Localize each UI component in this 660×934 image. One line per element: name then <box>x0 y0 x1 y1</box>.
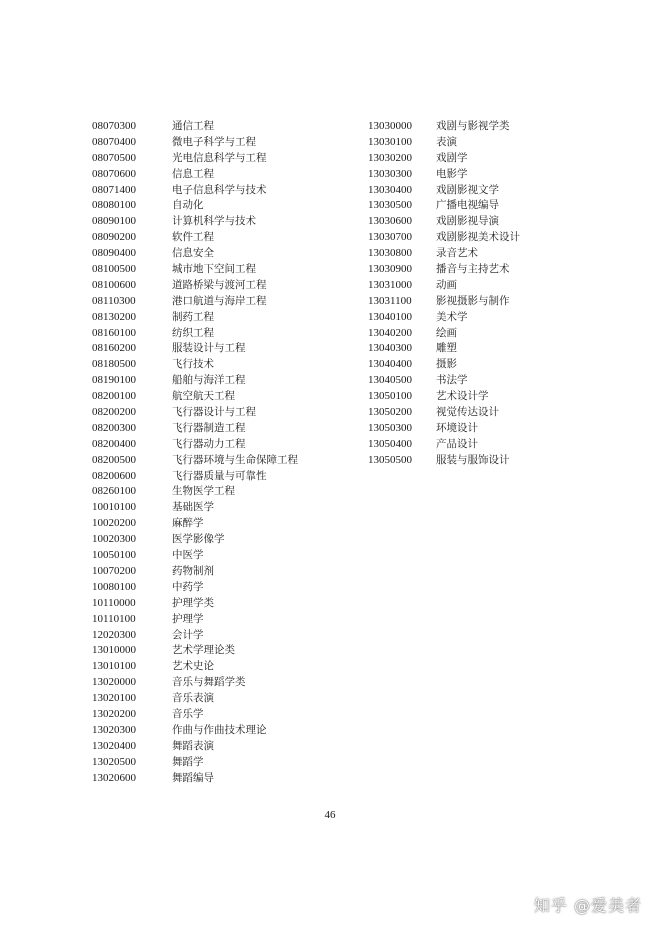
major-code: 10020200 <box>92 517 136 530</box>
major-name: 港口航道与海岸工程 <box>172 294 267 307</box>
major-name: 戏剧影视文学 <box>436 183 499 196</box>
major-code: 13040400 <box>368 358 412 371</box>
list-item <box>92 325 298 341</box>
major-code: 13010100 <box>92 660 136 673</box>
list-item <box>92 770 298 786</box>
major-name: 城市地下空间工程 <box>172 263 256 276</box>
major-name: 视觉传达设计 <box>436 406 499 419</box>
list-item <box>368 293 520 309</box>
list-item <box>368 118 520 134</box>
major-code: 08160100 <box>92 326 136 339</box>
list-item <box>92 197 298 213</box>
page-number: 46 <box>324 809 336 821</box>
major-name: 摄影 <box>436 358 457 371</box>
left-column-list <box>92 118 298 785</box>
major-name: 广播电视编导 <box>436 199 499 212</box>
list-item <box>368 356 520 372</box>
major-code: 08200200 <box>92 406 136 419</box>
list-item <box>92 404 298 420</box>
major-name: 服装设计与工程 <box>172 342 246 355</box>
major-code: 08090100 <box>92 215 136 228</box>
major-code: 08160200 <box>92 342 136 355</box>
list-item <box>92 436 298 452</box>
major-code: 08070300 <box>92 120 136 132</box>
major-name: 信息安全 <box>172 247 214 260</box>
major-name: 艺术史论 <box>172 660 214 673</box>
list-item <box>92 309 298 325</box>
list-item <box>368 340 520 356</box>
major-code: 08200300 <box>92 421 136 434</box>
major-code: 13020600 <box>92 771 136 784</box>
major-code: 08080100 <box>92 199 136 212</box>
major-name: 飞行技术 <box>172 358 214 371</box>
list-item <box>368 420 520 436</box>
major-code: 13050300 <box>368 421 412 434</box>
major-code: 13050400 <box>368 437 412 450</box>
major-code: 08100500 <box>92 263 136 276</box>
list-item <box>92 213 298 229</box>
major-code: 10110100 <box>92 612 136 625</box>
major-code: 08260100 <box>92 485 136 498</box>
major-name: 艺术学理论类 <box>172 644 235 657</box>
major-code: 08200100 <box>92 390 136 403</box>
major-name: 环境设计 <box>436 421 478 434</box>
major-code: 13030300 <box>368 167 412 180</box>
major-code: 13040100 <box>368 310 412 323</box>
major-code: 13020200 <box>92 707 136 720</box>
list-item <box>92 547 298 563</box>
list-item <box>92 166 298 182</box>
major-name: 播音与主持艺术 <box>436 263 510 276</box>
major-name: 戏剧与影视学类 <box>436 120 510 132</box>
list-item <box>368 309 520 325</box>
list-item <box>92 293 298 309</box>
list-item <box>368 325 520 341</box>
list-item <box>368 229 520 245</box>
major-code: 08180500 <box>92 358 136 371</box>
major-name: 书法学 <box>436 374 468 387</box>
major-name: 表演 <box>436 135 457 148</box>
major-name: 护理学 <box>172 612 204 625</box>
major-code: 08070600 <box>92 167 136 180</box>
major-code: 13040200 <box>368 326 412 339</box>
list-item <box>92 499 298 515</box>
list-item <box>92 674 298 690</box>
major-code: 12020300 <box>92 628 136 641</box>
major-code: 13020400 <box>92 739 136 752</box>
list-item <box>368 372 520 388</box>
list-item <box>92 261 298 277</box>
major-name: 音乐与舞蹈学类 <box>172 676 246 689</box>
list-item <box>92 706 298 722</box>
list-item <box>92 595 298 611</box>
major-code: 13050100 <box>368 390 412 403</box>
major-name: 中医学 <box>172 549 204 562</box>
major-name: 护理学类 <box>172 596 214 609</box>
major-code: 10110000 <box>92 596 136 609</box>
list-item <box>92 642 298 658</box>
major-code: 13030500 <box>368 199 412 212</box>
major-code: 13030900 <box>368 263 412 276</box>
major-name: 中药学 <box>172 580 204 593</box>
list-item <box>92 134 298 150</box>
major-code: 13031000 <box>368 278 412 291</box>
major-name: 音乐学 <box>172 707 204 720</box>
major-code: 13030100 <box>368 135 412 148</box>
list-item <box>92 277 298 293</box>
list-item <box>92 150 298 166</box>
list-item <box>92 372 298 388</box>
major-code: 08070400 <box>92 135 136 148</box>
major-code: 08200600 <box>92 469 136 482</box>
list-item <box>92 579 298 595</box>
major-code: 13050500 <box>368 453 412 466</box>
major-code: 13020500 <box>92 755 136 768</box>
major-name: 自动化 <box>172 199 204 212</box>
major-code: 13020000 <box>92 676 136 689</box>
list-item <box>92 118 298 134</box>
major-code: 08110300 <box>92 294 136 307</box>
list-item <box>368 261 520 277</box>
major-name: 音乐表演 <box>172 692 214 705</box>
list-item <box>368 197 520 213</box>
major-name: 基础医学 <box>172 501 214 514</box>
right-column-list <box>368 118 520 468</box>
major-code: 08190100 <box>92 374 136 387</box>
major-code: 13030400 <box>368 183 412 196</box>
major-name: 通信工程 <box>172 120 214 132</box>
list-item <box>368 213 520 229</box>
major-code: 13020100 <box>92 692 136 705</box>
list-item <box>368 436 520 452</box>
major-name: 航空航天工程 <box>172 390 235 403</box>
list-item <box>368 245 520 261</box>
major-code: 10010100 <box>92 501 136 514</box>
list-item <box>92 182 298 198</box>
list-item <box>92 388 298 404</box>
major-name: 飞行器设计与工程 <box>172 406 256 419</box>
major-name: 飞行器动力工程 <box>172 437 246 450</box>
major-name: 戏剧影视导演 <box>436 215 499 228</box>
list-item <box>368 404 520 420</box>
list-item <box>92 229 298 245</box>
list-item <box>92 420 298 436</box>
major-name: 艺术设计学 <box>436 390 489 403</box>
major-name: 雕塑 <box>436 342 457 355</box>
major-code: 13030800 <box>368 247 412 260</box>
major-name: 电子信息科学与技术 <box>172 183 267 196</box>
major-name: 产品设计 <box>436 437 478 450</box>
list-item <box>92 627 298 643</box>
major-code: 10050100 <box>92 549 136 562</box>
list-item <box>92 611 298 627</box>
major-name: 药物制剂 <box>172 564 214 577</box>
major-code: 08090400 <box>92 247 136 260</box>
list-item <box>368 452 520 468</box>
list-item <box>92 340 298 356</box>
major-name: 纺织工程 <box>172 326 214 339</box>
major-name: 软件工程 <box>172 231 214 244</box>
list-item <box>92 531 298 547</box>
major-name: 飞行器制造工程 <box>172 421 246 434</box>
major-code: 08200500 <box>92 453 136 466</box>
major-name: 船舶与海洋工程 <box>172 374 246 387</box>
major-code: 13030000 <box>368 120 412 132</box>
list-item <box>92 515 298 531</box>
list-item <box>92 483 298 499</box>
list-item <box>368 388 520 404</box>
major-name: 录音艺术 <box>436 247 478 260</box>
major-code: 10070200 <box>92 564 136 577</box>
major-code: 08130200 <box>92 310 136 323</box>
major-name: 舞蹈表演 <box>172 739 214 752</box>
list-item <box>368 277 520 293</box>
major-name: 舞蹈编导 <box>172 771 214 784</box>
major-name: 飞行器质量与可靠性 <box>172 469 267 482</box>
list-item <box>92 563 298 579</box>
major-code: 08100600 <box>92 278 136 291</box>
major-name: 作曲与作曲技术理论 <box>172 723 267 736</box>
list-item <box>92 754 298 770</box>
major-code: 13050200 <box>368 406 412 419</box>
major-code: 13030600 <box>368 215 412 228</box>
major-name: 服装与服饰设计 <box>436 453 510 466</box>
list-item <box>92 468 298 484</box>
major-name: 美术学 <box>436 310 468 323</box>
list-item <box>92 658 298 674</box>
major-code: 13030200 <box>368 151 412 164</box>
major-name: 戏剧影视美术设计 <box>436 231 520 244</box>
major-code: 08090200 <box>92 231 136 244</box>
major-code: 13030700 <box>368 231 412 244</box>
major-name: 微电子科学与工程 <box>172 135 256 148</box>
major-name: 影视摄影与制作 <box>436 294 510 307</box>
list-item <box>368 182 520 198</box>
major-name: 制药工程 <box>172 310 214 323</box>
major-name: 计算机科学与技术 <box>172 215 256 228</box>
major-code: 13040300 <box>368 342 412 355</box>
major-name: 信息工程 <box>172 167 214 180</box>
major-code: 10080100 <box>92 580 136 593</box>
major-name: 舞蹈学 <box>172 755 204 768</box>
list-item <box>92 690 298 706</box>
list-item <box>92 452 298 468</box>
major-code: 13040500 <box>368 374 412 387</box>
major-name: 戏剧学 <box>436 151 468 164</box>
major-name: 会计学 <box>172 628 204 641</box>
major-name: 医学影像学 <box>172 533 225 546</box>
major-name: 绘画 <box>436 326 457 339</box>
major-name: 飞行器环境与生命保障工程 <box>172 453 298 466</box>
major-name: 光电信息科学与工程 <box>172 151 267 164</box>
major-code: 13031100 <box>368 294 412 307</box>
major-code: 08200400 <box>92 437 136 450</box>
major-code: 10020300 <box>92 533 136 546</box>
major-name: 道路桥梁与渡河工程 <box>172 278 267 291</box>
list-item <box>92 722 298 738</box>
list-item <box>368 150 520 166</box>
list-item <box>368 166 520 182</box>
major-code: 08071400 <box>92 183 136 196</box>
major-name: 麻醉学 <box>172 517 204 530</box>
list-item <box>92 245 298 261</box>
major-name: 电影学 <box>436 167 468 180</box>
list-item <box>368 134 520 150</box>
major-name: 动画 <box>436 278 457 291</box>
major-code: 13010000 <box>92 644 136 657</box>
major-code: 13020300 <box>92 723 136 736</box>
list-item <box>92 738 298 754</box>
major-code: 08070500 <box>92 151 136 164</box>
watermark: 知乎 @爱美者 <box>533 896 642 915</box>
major-name: 生物医学工程 <box>172 485 235 498</box>
list-item <box>92 356 298 372</box>
